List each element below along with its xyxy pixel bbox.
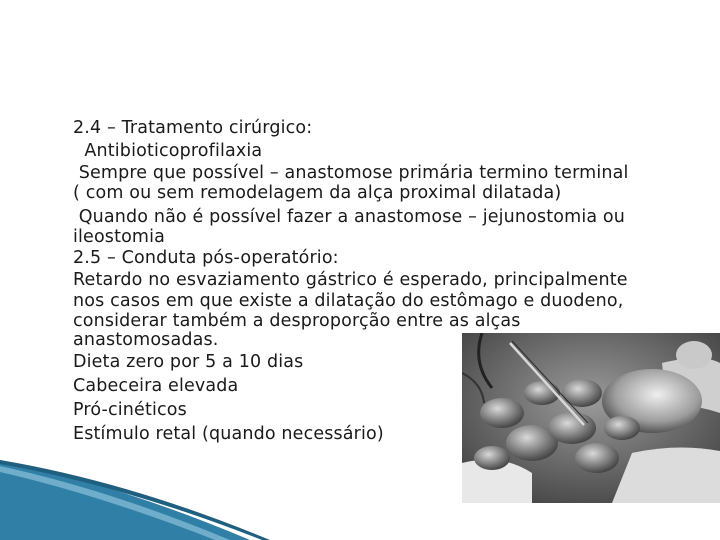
text-line: ileostomia — [73, 227, 166, 247]
text-line: Retardo no esvaziamento gástrico é esperado, principalmente — [73, 270, 628, 290]
text-line: 2.4 – Tratamento cirúrgico: — [73, 118, 313, 138]
text-line: anastomosadas. — [73, 330, 219, 350]
text-line: 2.5 – Conduta pós-operatório: — [73, 248, 339, 268]
text-line: Antibioticoprofilaxia — [73, 141, 263, 161]
text-line: Estímulo retal (quando necessário) — [73, 424, 384, 444]
text-line: Pró-cinéticos — [73, 400, 187, 420]
text-line: nos casos em que existe a dilatação do estômago e duodeno, — [73, 291, 624, 311]
text-line: Sempre que possível – anastomose primária termino terminal — [73, 163, 629, 183]
text-line: considerar também a desproporção entre as alças — [73, 311, 521, 331]
text-line: ( com ou sem remodelagem da alça proximal dilatada) — [73, 183, 562, 203]
decorative-swoosh — [0, 440, 720, 540]
text-line: Cabeceira elevada — [73, 376, 239, 396]
text-line: Quando não é possível fazer a anastomose – jejunostomia ou — [73, 207, 626, 227]
text-line: Dieta zero por 5 a 10 dias — [73, 352, 304, 372]
